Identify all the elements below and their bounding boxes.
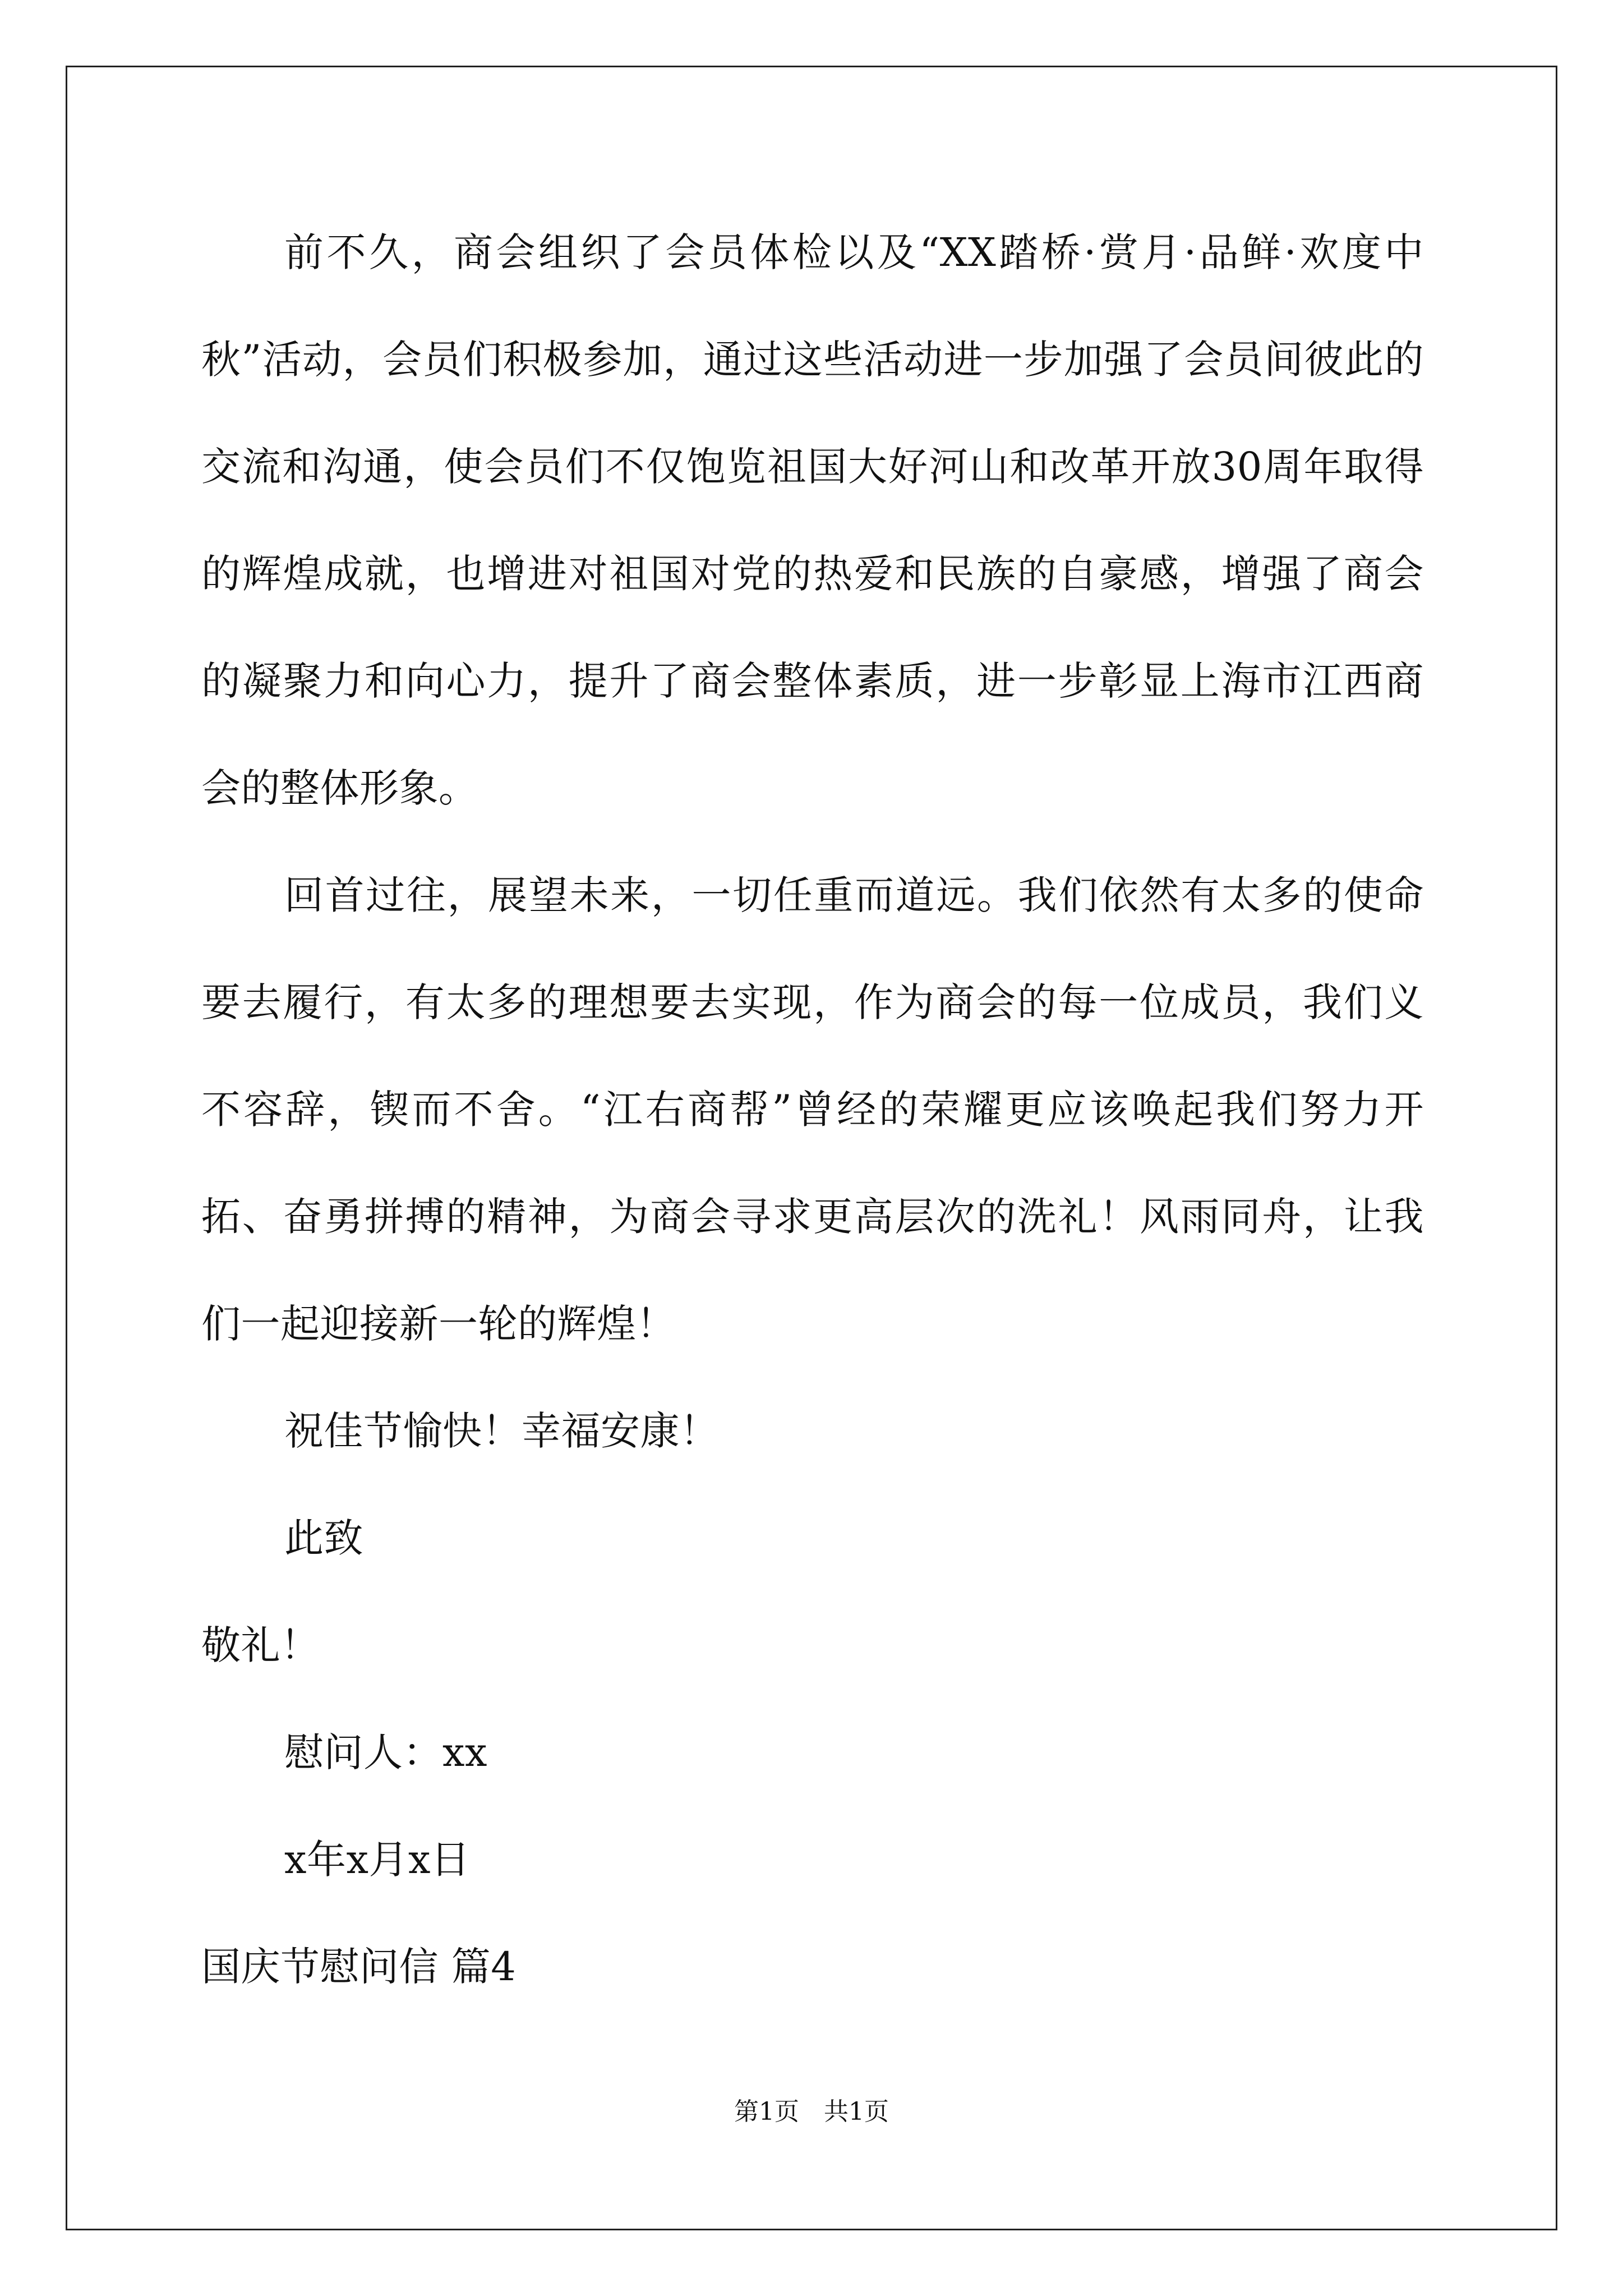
salutation: 敬礼！: [201, 1622, 320, 1668]
section-heading: 国庆节慰问信 篇4: [201, 1944, 517, 1990]
document-body: [201, 199, 1424, 2021]
date-line: x年x月x日: [284, 1837, 471, 1883]
closing-phrase: 此致: [284, 1515, 363, 1561]
page-footer: 第1页 共1页: [734, 2097, 889, 2126]
signature: 慰问人：xx: [284, 1729, 487, 1775]
paragraph-event-summary: 前不久，商会组织了会员体检以及“XX踏桥·赏月·品鲜·欢度中秋”活动，会员们积极参加，通过这些活动进一步加强了会员间彼此的交流和沟通，使会员们不仅饱览祖国大好河山和改革开放30周年取得的辉煌成就，也增进对祖国对党的热爱和民族的自豪感，增强了商会的凝聚力和向心力，提升了商会整体素质，进一步彰显上海市江西商会的整体形象。: [201, 229, 1424, 811]
paragraph-greeting: 祝佳节愉快！幸福安康！: [284, 1408, 720, 1454]
paragraph-outlook: 回首过往，展望未来，一切任重而道远。我们依然有太多的使命要去履行，有太多的理想要去实现，作为商会的每一位成员，我们义不容辞，锲而不舍。“江右商帮”曾经的荣耀更应该唤起我们努力开拓、奋勇拼搏的精神，为商会寻求更高层次的洗礼！风雨同舟，让我们一起迎接新一轮的辉煌！: [201, 872, 1424, 1347]
